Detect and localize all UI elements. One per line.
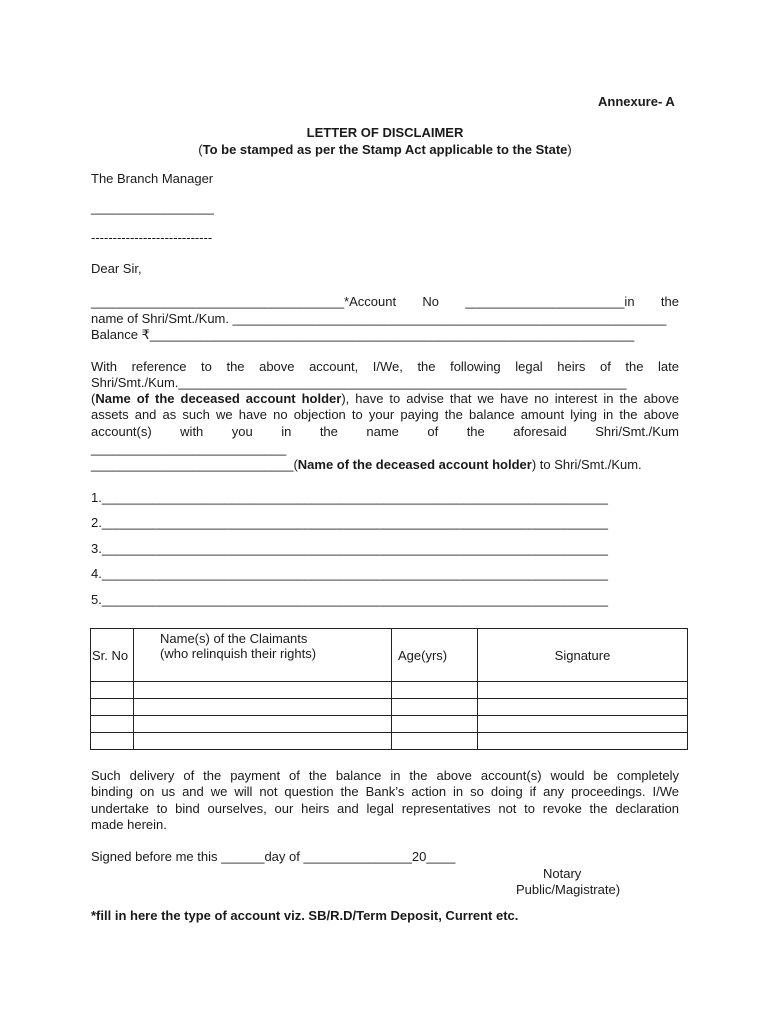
col-claimant-name-line1: Name(s) of the Claimants [160,631,308,646]
subtitle-open: ( [198,142,203,157]
col-signature: Signature [478,629,688,682]
footnote: *fill in here the type of account viz. SB/R.D/Term Deposit, Current etc. [91,908,519,923]
document-subtitle [0,142,770,158]
cell-signature[interactable] [478,699,688,716]
cell-age[interactable] [392,733,478,750]
cell-signature[interactable] [478,733,688,750]
notary-label: Notary [543,866,582,881]
col-sr-no: Sr. No [91,629,134,682]
table-row [91,699,688,716]
reference-line-7-rest: ) to Shri/Smt./Kum. [531,457,642,472]
addressee-blank-line: _________________ [91,200,214,215]
subtitle-text: To be stamped as per the Stamp Act applicable to the State [202,142,568,157]
cell-age[interactable] [392,682,478,699]
account-no-label: No [422,294,440,309]
cell-name[interactable] [134,733,392,750]
cell-name[interactable] [134,699,392,716]
col-claimant-name [134,629,392,682]
balance-line: Balance ₹___________________________________________________________________ [91,327,635,342]
reference-line-7-blank: ____________________________( [91,457,298,472]
col-age: Age(yrs) [392,629,478,682]
table-row [91,716,688,733]
cell-sr[interactable] [91,682,134,699]
cell-signature[interactable] [478,716,688,733]
table-row [91,682,688,699]
reference-line-5: account(s) with you in the name of the aforesaid Shri/Smt./Kum [91,424,679,439]
claimants-table [90,628,688,750]
heir-line-2: 2.______________________________________________________________________ [91,515,608,530]
cell-sr[interactable] [91,716,134,733]
closing-line-4: made herein. [91,817,167,832]
reference-line-1: With reference to the above account, I/We, the following legal heirs of the late [91,359,679,374]
cell-name[interactable] [134,682,392,699]
account-line-1 [91,294,679,310]
deceased-holder-label-2: Name of the deceased account holder [297,457,532,472]
reference-line-3-rest: ), have to advise that we have no interest in the above [341,391,679,406]
heir-line-5: 5.______________________________________________________________________ [91,592,608,607]
account-name-blank: ___________________________________*Account [91,294,397,309]
closing-line-1: Such delivery of the payment of the balance in the above account(s) would be completely [91,768,679,783]
reference-line-2: Shri/Smt./Kum.______________________________________________________________ [91,375,627,390]
subtitle-close: ) [567,142,572,157]
heir-line-3: 3.______________________________________________________________________ [91,541,608,556]
reference-line-7 [91,457,642,473]
reference-line-3: (Name of the deceased account holder), have to advise that we have no interest in the above [91,391,679,406]
cell-signature[interactable] [478,682,688,699]
addressee-title: The Branch Manager [91,171,214,186]
deceased-holder-label: Name of the deceased account holder [95,391,342,406]
table-row [91,733,688,750]
cell-name[interactable] [134,716,392,733]
document-title: LETTER OF DISCLAIMER [306,125,464,140]
heir-line-1: 1.______________________________________________________________________ [91,490,608,505]
account-no-blank: ______________________in [465,294,635,309]
cell-sr[interactable] [91,699,134,716]
signed-before-line: Signed before me this ______day of _______________20____ [91,849,456,864]
closing-line-3: undertake to bind ourselves, our heirs and legal representatives not to revoke the declaration [91,801,679,816]
addressee-dashed-line: ---------------------------- [91,230,213,245]
annexure-label: Annexure- A [598,94,675,109]
magistrate-label: Public/Magistrate) [516,882,621,897]
cell-age[interactable] [392,716,478,733]
cell-sr[interactable] [91,733,134,750]
reference-line-6: ___________________________ [91,441,287,456]
reference-line-4: assets and as such we have no objection to your paying the balance amount lying in the above [91,407,679,422]
salutation: Dear Sir, [91,261,142,276]
heir-line-4: 4.______________________________________________________________________ [91,566,608,581]
closing-line-2: binding on us and we will not question the Bank’s action in so doing if any proceedings. I/We [91,784,679,799]
table-header-row [91,629,688,682]
cell-age[interactable] [392,699,478,716]
account-the-word: the [660,294,679,309]
account-holder-line: name of Shri/Smt./Kum. ____________________________________________________________ [91,311,667,326]
col-claimant-name-line2: (who relinquish their rights) [160,646,317,661]
